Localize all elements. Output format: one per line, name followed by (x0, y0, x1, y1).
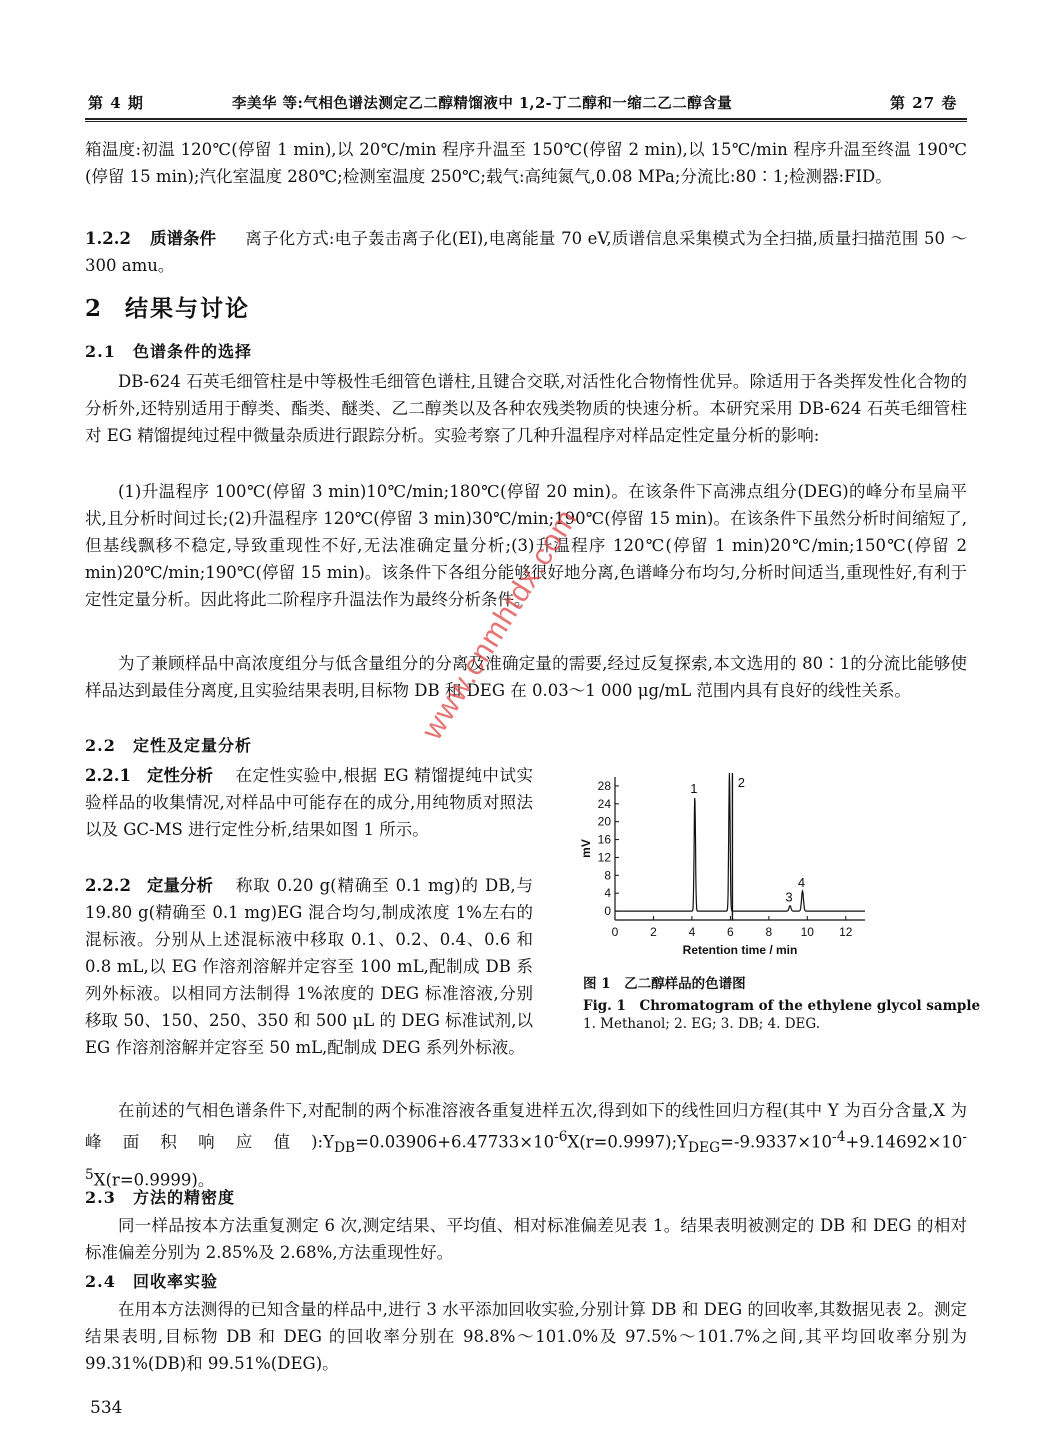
subsection-2-3-num: 2.3 (85, 1188, 116, 1207)
subsection-2-4-heading (85, 1269, 218, 1292)
qualitative-num: 2.2.1 (85, 766, 131, 785)
peak-label-2: 2 (737, 775, 746, 790)
subsection-2-4-num: 2.4 (85, 1272, 116, 1291)
subsection-2-2-heading (85, 733, 252, 756)
subsection-2-1-num: 2.1 (85, 342, 116, 361)
ms-text: 离子化方式:电子轰击离子化(EI),电离能量 70 eV,质谱信息采集模式为全扫描,质量扫描范围 50 ～ 300 amu。 (85, 229, 967, 275)
chromatogram-chart (560, 765, 890, 965)
subsection-2-2-num: 2.2 (85, 736, 116, 755)
chart-plot-area (579, 773, 865, 957)
y-tick-label: 0 (604, 904, 611, 919)
s21-paragraph-3: 为了兼顾样品中高浓度组分与低含量组分的分离及准确定量的需要,经过反复探索,本文选用的 80∶1的分流比能够使样品达到最佳分离度,且实验结果表明,目标物 DB 和 DEG 在 0.03～1 000 μg/mL 范围内具有良好的线性关系。 (85, 654, 967, 700)
ms-title: 质谱条件 (150, 229, 216, 248)
y-tick-label: 8 (604, 868, 611, 883)
qualitative-text: 在定性实验中,根据 EG 精馏提纯中试实验样品的收集情况,对样品中可能存在的成分,用纯物质对照法以及 GC-MS 进行定性分析,结果如图 1 所示。 (85, 766, 533, 839)
header-title: 李美华 等:气相色谱法测定乙二醇精馏液中 1,2-丁二醇和一缩二乙二醇含量 (232, 95, 733, 112)
x-tick-label: 2 (650, 925, 657, 939)
figure-caption-legend: 1. Methanol; 2. EG; 3. DB; 4. DEG. (583, 1016, 820, 1032)
header-issue: 第 4 期 (88, 94, 144, 112)
y-tick-label: 16 (597, 832, 611, 847)
figure-caption-en: Fig. 1 Chromatogram of the ethylene glycol sample (583, 998, 981, 1014)
y-axis-label: mV (579, 839, 593, 858)
watermark: www.cnmhtdx.com (415, 503, 585, 746)
x-tick-label: 10 (800, 925, 814, 939)
subsection-2-3-heading (85, 1185, 235, 1208)
header-volume: 第 27 卷 (890, 94, 958, 112)
quantitative-text: 称取 0.20 g(精确至 0.1 mg)的 DB,与 19.80 g(精确至 0.1 mg)EG 混合均匀,制成浓度 1%左右的混标液。分别从上述混标液中移取 0.1、0.2、0.4、0.6 和 0.8 mL,以 EG 作溶剂溶解并定容至 100 mL,配制成 DB 系列外标液。以相同方法制得 1%浓度的 DEG 标准溶液,分别移取 50、150、250、350 和 500 μL 的 DEG 标准试剂,以 EG 作溶剂溶解并定容至 50 mL,配制成 DEG 系列外标液。 (85, 876, 533, 1057)
x-tick-label: 8 (765, 925, 773, 939)
qualitative-paragraph (85, 762, 533, 843)
ms-num: 1.2.2 (85, 229, 131, 248)
y-tick-label: 28 (597, 778, 611, 793)
ms-conditions-paragraph (85, 225, 967, 279)
y-tick-label: 24 (597, 796, 611, 811)
subsection-2-1-title: 色谱条件的选择 (133, 342, 253, 361)
peak-label-1: 1 (690, 781, 698, 797)
section-2-num: 2 (85, 295, 104, 322)
x-tick-label: 6 (727, 925, 734, 939)
x-axis-label: Retention time / min (682, 943, 798, 957)
peak-label-4: 4 (797, 874, 806, 890)
regression-paragraph: 在前述的气相色谱条件下,对配制的两个标准溶液各重复进样五次,得到如下的线性回归方程(其中 Y 为百分含量,X 为峰面积响应值)$:Y_{DB}=0.03906+6.47733\times 10^{-6}X(r=0.9997);Y_{DEG}=-9.9337\times 10^{-4}+9.14692\times 10^{-5}X(r=0.9999)$。 (85, 1101, 967, 1190)
header-rule (85, 118, 967, 120)
header-rule-thin (85, 121, 967, 122)
s21-paragraph-1: DB-624 石英毛细管柱是中等极性毛细管色谱柱,且键合交联,对活性化合物惰性优异。除适用于各类挥发性化合物的分析外,还特别适用于醇类、酯类、醚类、乙二醇类以及各种农残类物质的快速分析。本研究采用 DB-624 石英毛细管柱对 EG 精馏提纯过程中微量杂质进行跟踪分析。实验考察了几种升温程序对样品定性定量分析的影响: (85, 372, 967, 445)
quantitative-title: 定量分析 (147, 876, 213, 895)
page-number: 534 (90, 1398, 123, 1418)
qualitative-title: 定性分析 (147, 766, 213, 785)
section-2-heading (85, 290, 250, 323)
s21-paragraph-2: (1)升温程序 100℃(停留 3 min)10℃/min;180℃(停留 20 min)。在该条件下高沸点组分(DEG)的峰分布呈扁平状,且分析时间过长;(2)升温程序 120℃(停留 3 min)30℃/min;190℃(停留 15 min)。在该条件下虽然分析时间缩短了,但基线飘移不稳定,导致重现性不好,无法准确定量分析;(3)升温程序 120℃(停留 1 min)20℃/min;150℃(停留 2 min)20℃/min;190℃(停留 15 min)。该条件下各组分能够很好地分离,色谱峰分布均匀,分析时间适当,重现性好,有利于定性定量分析。因此将此二阶程序升温法作为最终分析条件。 (85, 482, 967, 609)
x-tick-label: 4 (688, 925, 696, 939)
y-tick-label: 12 (597, 850, 611, 865)
x-tick-label: 0 (611, 925, 619, 939)
precision-paragraph: 同一样品按本方法重复测定 6 次,测定结果、平均值、相对标准偏差见表 1。结果表明被测定的 DB 和 DEG 的相对标准偏差分别为 2.85%及 2.68%,方法重现性好。 (85, 1216, 967, 1262)
recovery-paragraph: 在用本方法测得的已知含量的样品中,进行 3 水平添加回收实验,分别计算 DB 和 DEG 的回收率,其数据见表 2。测定结果表明,目标物 DB 和 DEG 的回收率分别在 98.8%～101.0%及 97.5%～101.7%之间,其平均回收率分别为 99.31%(DB)和 99.51%(DEG)。 (85, 1300, 967, 1373)
quantitative-num: 2.2.2 (85, 876, 131, 895)
column-conditions-paragraph: 箱温度:初温 120℃(停留 1 min),以 20℃/min 程序升温至 150℃(停留 2 min),以 15℃/min 程序升温至终温 190℃(停留 15 min);汽化室温度 280℃;检测室温度 250℃;载气:高纯氮气,0.08 MPa;分流比:80∶1;检测器:FID。 (85, 140, 967, 186)
figure-caption-cn: 图 1 乙二醇样品的色谱图 (583, 976, 746, 992)
x-tick-label: 12 (839, 925, 853, 939)
section-2-title: 结果与讨论 (125, 295, 250, 322)
y-tick-label: 4 (604, 886, 611, 901)
peak-label-3: 3 (785, 889, 793, 905)
chromatogram-trace (615, 773, 865, 911)
subsection-2-3-title: 方法的精密度 (133, 1188, 236, 1207)
subsection-2-1-heading (85, 339, 252, 362)
subsection-2-2-title: 定性及定量分析 (133, 736, 253, 755)
y-tick-label: 20 (597, 814, 611, 829)
subsection-2-4-title: 回收率实验 (133, 1272, 219, 1291)
quantitative-paragraph (85, 872, 533, 1061)
